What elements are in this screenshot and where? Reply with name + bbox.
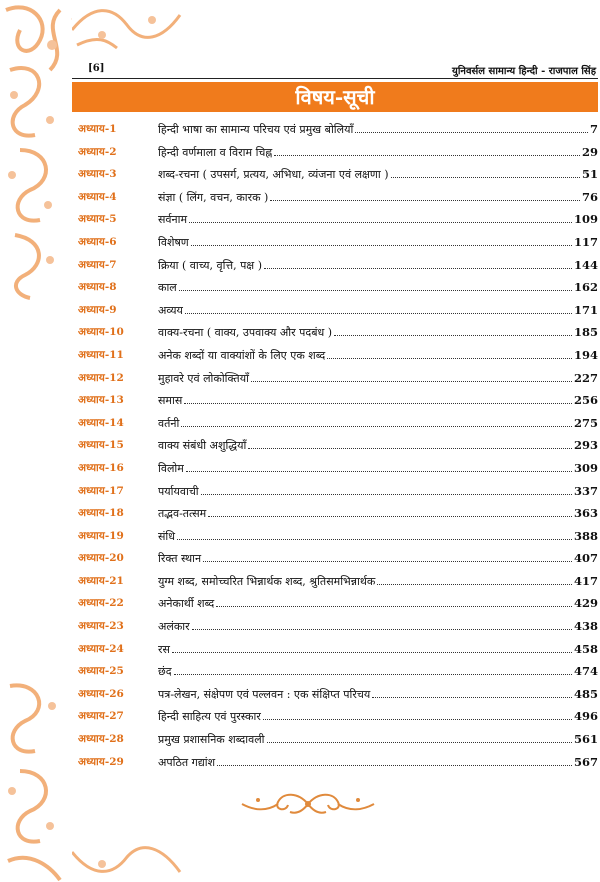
chapter-page-number: 185 xyxy=(573,325,598,340)
chapter-title: युग्म शब्द, समोच्चरित भिन्नार्थक शब्द, श्रुतिसमभिन्नार्थक xyxy=(158,574,376,588)
chapter-label: अध्याय-23 xyxy=(78,620,124,633)
chapter-title: तद्भव-तत्सम xyxy=(158,507,207,521)
toc-entry xyxy=(78,412,598,435)
chapter-page-number: 309 xyxy=(573,460,598,475)
chapter-line xyxy=(158,118,598,142)
chapter-line xyxy=(158,638,598,662)
dot-leader xyxy=(372,685,572,698)
toc-entry xyxy=(78,751,598,774)
chapter-page-number: 162 xyxy=(573,280,598,295)
chapter-page-number: 117 xyxy=(573,234,598,249)
chapter-page-number: 337 xyxy=(573,483,598,498)
toc-entry xyxy=(78,186,598,209)
dot-leader xyxy=(251,369,572,382)
chapter-line xyxy=(158,163,598,187)
toc-entry xyxy=(78,570,598,593)
toc-title: विषय-सूची xyxy=(72,82,598,112)
toc-entry xyxy=(78,660,598,683)
chapter-title: अव्यय xyxy=(158,303,183,317)
toc-entry xyxy=(78,434,598,457)
dot-leader xyxy=(179,278,572,291)
dot-leader xyxy=(185,301,572,314)
chapter-line xyxy=(158,705,598,729)
chapter-page-number: 388 xyxy=(573,528,598,543)
toc-entry xyxy=(78,141,598,164)
chapter-page-number: 7 xyxy=(589,122,598,136)
toc-entry xyxy=(78,276,598,299)
chapter-line xyxy=(158,525,598,549)
dot-leader xyxy=(208,504,572,517)
chapter-title: छंद xyxy=(158,665,172,679)
toc-entry xyxy=(78,457,598,480)
chapter-page-number: 567 xyxy=(573,754,598,769)
chapter-title: सर्वनाम xyxy=(158,213,188,227)
chapter-title: वाक्य-रचना ( वाक्य, उपवाक्य और पदबंध ) xyxy=(158,326,333,340)
dot-leader xyxy=(377,572,572,585)
chapter-title: शब्द-रचना ( उपसर्ग, प्रत्यय, अभिधा, व्यंजना एवं लक्षणा ) xyxy=(158,168,389,182)
chapter-label: अध्याय-26 xyxy=(78,687,124,700)
chapter-page-number: 227 xyxy=(573,370,598,385)
chapter-page-number: 293 xyxy=(573,438,598,453)
chapter-line xyxy=(158,141,598,165)
chapter-title: विलोम xyxy=(158,461,184,475)
chapter-title: वाक्य संबंधी अशुद्धियाँ xyxy=(158,439,247,453)
dot-leader xyxy=(174,662,572,675)
dot-leader xyxy=(248,436,572,449)
chapter-line xyxy=(158,502,598,526)
chapter-label: अध्याय-5 xyxy=(78,213,117,226)
chapter-label: अध्याय-2 xyxy=(78,145,117,158)
toc-entry xyxy=(78,163,598,186)
corner-ornament-bottom-left xyxy=(0,676,72,882)
chapter-page-number: 363 xyxy=(573,506,598,521)
chapter-line xyxy=(158,683,598,707)
chapter-label: अध्याय-11 xyxy=(78,348,124,361)
chapter-label: अध्याय-15 xyxy=(78,439,124,452)
toc-entry xyxy=(78,208,598,231)
chapter-page-number: 194 xyxy=(573,347,598,362)
toc-entry xyxy=(78,480,598,503)
toc-entry xyxy=(78,299,598,322)
chapter-title: अनेकार्थी शब्द xyxy=(158,597,215,611)
dot-leader xyxy=(203,549,572,562)
dot-leader xyxy=(184,391,572,404)
chapter-line xyxy=(158,208,598,232)
chapter-label: अध्याय-4 xyxy=(78,190,117,203)
chapter-page-number: 171 xyxy=(573,302,598,317)
toc-entry xyxy=(78,683,598,706)
chapter-title: हिन्दी वर्णमाला व विराम चिह्न xyxy=(158,145,273,159)
chapter-page-number: 474 xyxy=(573,664,598,679)
chapter-page-number: 29 xyxy=(581,144,598,159)
chapter-label: अध्याय-7 xyxy=(78,258,117,271)
chapter-title: संज्ञा ( लिंग, वचन, कारक ) xyxy=(158,190,269,204)
chapter-line xyxy=(158,321,598,345)
chapter-line xyxy=(158,751,598,775)
chapter-title: पत्र-लेखन, संक्षेपण एवं पल्लवन : एक संक्षिप्त परिचय xyxy=(158,687,371,701)
chapter-line xyxy=(158,344,598,368)
chapter-page-number: 51 xyxy=(581,167,598,182)
toc-entry xyxy=(78,231,598,254)
toc-entry xyxy=(78,525,598,548)
chapter-label: अध्याय-10 xyxy=(78,326,124,339)
dot-leader xyxy=(189,210,572,223)
chapter-line xyxy=(158,276,598,300)
chapter-line xyxy=(158,231,598,255)
chapter-page-number: 76 xyxy=(581,189,598,204)
chapter-line xyxy=(158,660,598,684)
dot-leader xyxy=(274,143,580,156)
chapter-title: प्रमुख प्रशासनिक शब्दावली xyxy=(158,733,265,747)
corner-ornament-top-left xyxy=(0,0,72,300)
toc-entry xyxy=(78,592,598,615)
dot-leader xyxy=(217,753,572,766)
chapter-line xyxy=(158,186,598,210)
corner-ornament-top-strip xyxy=(72,0,182,50)
dot-leader xyxy=(201,482,572,495)
dot-leader xyxy=(270,188,580,201)
page-number: [6] xyxy=(88,63,105,74)
chapter-label: अध्याय-1 xyxy=(78,123,117,135)
chapter-line xyxy=(158,615,598,639)
chapter-label: अध्याय-24 xyxy=(78,642,124,655)
chapter-label: अध्याय-29 xyxy=(78,755,124,768)
chapter-label: अध्याय-22 xyxy=(78,597,124,610)
toc-entry xyxy=(78,728,598,751)
chapter-label: अध्याय-18 xyxy=(78,507,124,520)
chapter-line xyxy=(158,728,598,752)
chapter-label: अध्याय-20 xyxy=(78,552,124,565)
chapter-title: अनेक शब्दों या वाक्यांशों के लिए एक शब्द xyxy=(158,348,326,362)
toc-entry xyxy=(78,705,598,728)
toc-entry xyxy=(78,547,598,570)
chapter-page-number: 407 xyxy=(573,551,598,566)
chapter-line xyxy=(158,367,598,391)
chapter-title: अपठित गद्यांश xyxy=(158,755,216,769)
chapter-page-number: 561 xyxy=(573,732,598,747)
chapter-line xyxy=(158,570,598,594)
dot-leader xyxy=(186,459,572,472)
toc-entry xyxy=(78,118,598,141)
chapter-page-number: 275 xyxy=(573,415,598,430)
chapter-page-number: 144 xyxy=(573,257,598,272)
flourish-ornament xyxy=(238,790,378,818)
chapter-page-number: 256 xyxy=(573,393,598,408)
chapter-line xyxy=(158,547,598,571)
chapter-title: वर्तनी xyxy=(158,416,180,430)
chapter-label: अध्याय-16 xyxy=(78,461,124,474)
chapter-label: अध्याय-19 xyxy=(78,529,124,542)
running-head: युनिवर्सल सामान्य हिन्दी - राजपाल सिंह xyxy=(452,66,596,77)
dot-leader xyxy=(355,120,588,133)
dot-leader xyxy=(327,346,572,359)
chapter-title: विशेषण xyxy=(158,235,189,249)
chapter-line xyxy=(158,434,598,458)
dot-leader xyxy=(264,256,572,269)
chapter-page-number: 438 xyxy=(573,619,598,634)
dot-leader xyxy=(172,640,572,653)
dot-leader xyxy=(191,233,572,246)
chapter-label: अध्याय-12 xyxy=(78,371,124,384)
chapter-title: रिक्त स्थान xyxy=(158,552,202,566)
corner-ornament-bottom-strip xyxy=(72,842,182,882)
toc-entry xyxy=(78,615,598,638)
toc-entry xyxy=(78,638,598,661)
chapter-page-number: 485 xyxy=(573,686,598,701)
chapter-label: अध्याय-13 xyxy=(78,394,124,407)
chapter-title: समास xyxy=(158,394,183,408)
chapter-line xyxy=(158,412,598,436)
toc-entry xyxy=(78,344,598,367)
chapter-label: अध्याय-3 xyxy=(78,168,117,181)
toc-entry xyxy=(78,389,598,412)
chapter-title: हिन्दी साहित्य एवं पुरस्कार xyxy=(158,710,261,724)
chapter-line xyxy=(158,480,598,504)
chapter-title: अलंकार xyxy=(158,620,190,634)
chapter-title: संधि xyxy=(158,529,176,543)
toc-entry xyxy=(78,254,598,277)
chapter-label: अध्याय-9 xyxy=(78,303,117,316)
toc-entry xyxy=(78,321,598,344)
dot-leader xyxy=(177,527,572,540)
chapter-page-number: 109 xyxy=(573,212,598,227)
chapter-label: अध्याय-27 xyxy=(78,710,124,723)
dot-leader xyxy=(216,594,572,607)
toc-entry xyxy=(78,367,598,390)
chapter-label: अध्याय-8 xyxy=(78,281,117,294)
chapter-title: मुहावरे एवं लोकोक्तियाँ xyxy=(158,371,249,385)
dot-leader xyxy=(334,323,572,336)
dot-leader xyxy=(267,730,572,743)
chapter-label: अध्याय-25 xyxy=(78,665,124,678)
table-of-contents xyxy=(78,118,598,773)
chapter-line xyxy=(158,592,598,616)
chapter-line xyxy=(158,254,598,278)
chapter-title: हिन्दी भाषा का सामान्य परिचय एवं प्रमुख बोलियाँ xyxy=(158,123,354,136)
chapter-page-number: 496 xyxy=(573,709,598,724)
chapter-label: अध्याय-28 xyxy=(78,733,124,746)
chapter-line xyxy=(158,299,598,323)
chapter-title: क्रिया ( वाच्य, वृत्ति, पक्ष ) xyxy=(158,258,262,272)
dot-leader xyxy=(192,617,572,630)
chapter-line xyxy=(158,457,598,481)
chapter-label: अध्याय-21 xyxy=(78,574,124,587)
chapter-line xyxy=(158,389,598,413)
chapter-page-number: 429 xyxy=(573,596,598,611)
chapter-label: अध्याय-17 xyxy=(78,484,124,497)
toc-entry xyxy=(78,502,598,525)
chapter-title: पर्यायवाची xyxy=(158,484,199,498)
chapter-title: काल xyxy=(158,281,177,295)
dot-leader xyxy=(181,414,572,427)
dot-leader xyxy=(391,165,580,178)
chapter-page-number: 458 xyxy=(573,641,598,656)
chapter-label: अध्याय-6 xyxy=(78,235,117,248)
chapter-page-number: 417 xyxy=(573,573,598,588)
dot-leader xyxy=(263,707,572,720)
chapter-label: अध्याय-14 xyxy=(78,416,124,429)
page-header xyxy=(72,62,598,79)
chapter-title: रस xyxy=(158,642,170,656)
